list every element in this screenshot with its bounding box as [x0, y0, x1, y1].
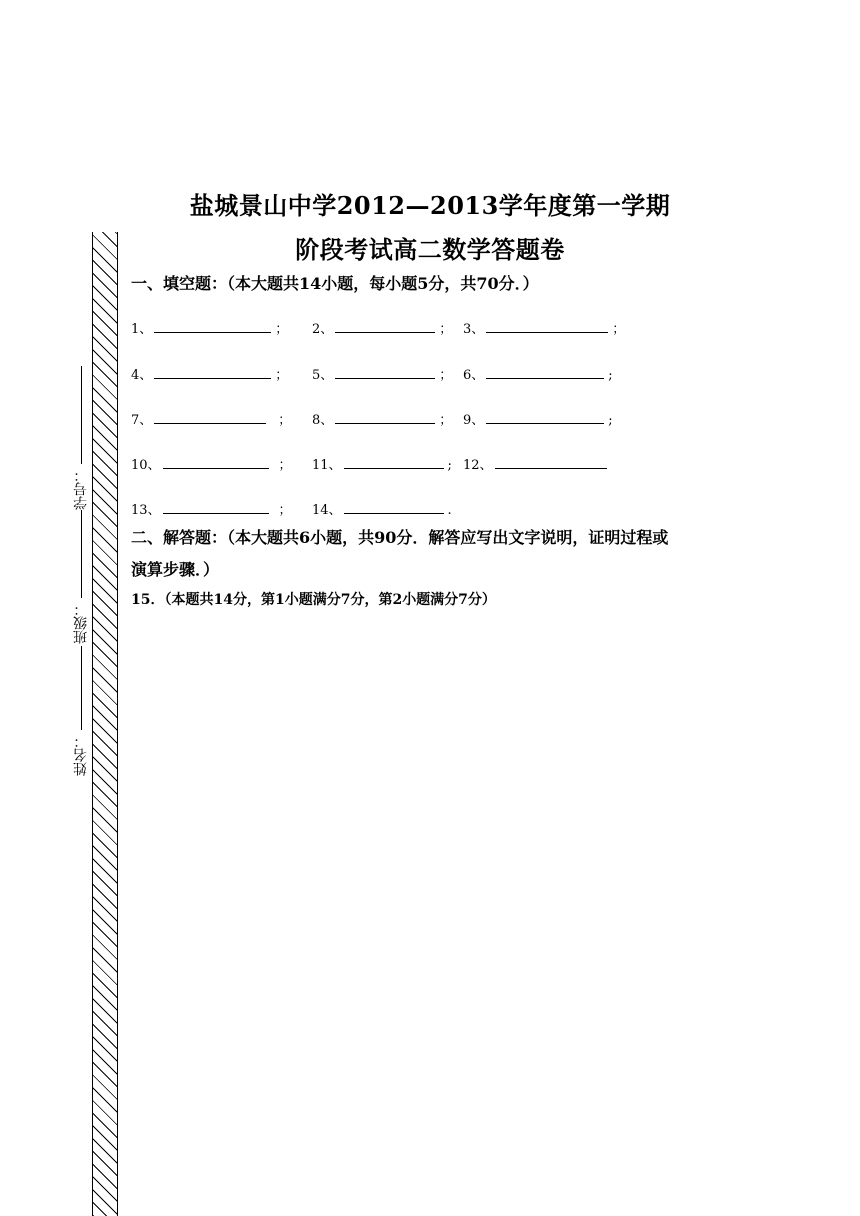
answer-item-3	[463, 318, 625, 337]
student-id-line[interactable]	[81, 366, 82, 464]
answer-blank-8[interactable]	[335, 411, 435, 424]
item-number: 10、	[131, 458, 161, 473]
item-number: 4、	[131, 368, 153, 383]
item-number: 7、	[131, 413, 153, 428]
item-number: 6、	[463, 368, 485, 383]
item-number: 2、	[312, 322, 334, 337]
answer-blank-4[interactable]	[154, 366, 271, 379]
item-end: ;	[608, 368, 613, 383]
answer-item-7	[131, 409, 291, 428]
answer-blank-7[interactable]	[154, 411, 266, 424]
answer-item-12	[463, 454, 611, 473]
item-number: 3、	[463, 322, 485, 337]
answer-blank-2[interactable]	[335, 320, 435, 333]
item-number: 9、	[463, 413, 485, 428]
item-end: ;	[608, 413, 613, 428]
student-id-label: 学号：	[73, 468, 89, 510]
item-end: ；	[439, 322, 453, 337]
answer-blank-11[interactable]	[344, 456, 444, 469]
answer-item-13	[131, 499, 292, 518]
item-number: 1、	[131, 322, 153, 337]
item-number: 14、	[312, 503, 342, 518]
class-field	[72, 510, 90, 644]
item-end: ；	[275, 368, 289, 383]
item-end: ；	[278, 413, 292, 428]
answer-blank-5[interactable]	[335, 366, 435, 379]
answer-item-9	[463, 409, 613, 428]
answer-item-11	[312, 454, 452, 473]
answer-blank-14[interactable]	[344, 501, 444, 514]
item-number: 5、	[312, 368, 334, 383]
answer-blank-13[interactable]	[163, 501, 269, 514]
answer-item-8	[312, 409, 452, 428]
item-number: 13、	[131, 503, 161, 518]
answer-blank-9[interactable]	[486, 411, 604, 424]
item-number: 11、	[312, 458, 342, 473]
exam-title-line2: 阶段考试高二数学答题卷	[295, 235, 565, 264]
item-end: ；	[439, 413, 453, 428]
item-end: ；	[278, 458, 292, 473]
item-end: ；	[275, 322, 289, 337]
item-end: .	[447, 503, 452, 518]
item-end: ；	[612, 322, 626, 337]
answer-item-14	[312, 499, 452, 518]
answer-blank-10[interactable]	[163, 456, 269, 469]
name-line[interactable]	[81, 646, 82, 730]
class-label: 班级：	[73, 602, 89, 644]
name-field	[72, 646, 90, 776]
answer-item-6	[463, 364, 613, 383]
item-number: 12、	[463, 458, 493, 473]
binding-margin-hatch	[92, 232, 118, 1216]
student-id-field	[72, 366, 90, 510]
item-end: ;	[447, 458, 452, 473]
answer-blank-6[interactable]	[486, 366, 604, 379]
class-line[interactable]	[81, 510, 82, 598]
section2-heading-line1: 二、解答题：（本大题共6小题，共90分．解答应写出文字说明，证明过程或	[131, 528, 669, 547]
answer-blank-1[interactable]	[154, 320, 271, 333]
answer-item-1	[131, 318, 288, 337]
answer-item-10	[131, 454, 292, 473]
item-number: 8、	[312, 413, 334, 428]
answer-blank-12[interactable]	[495, 456, 607, 469]
name-label: 姓名：	[73, 734, 89, 776]
question-15: 15．（本题共14分，第1小题满分7分，第2小题满分7分）	[131, 592, 496, 608]
exam-title-line1: 盐城景山中学2012—2013学年度第一学期	[189, 191, 671, 220]
answer-item-5	[312, 364, 452, 383]
section1-heading: 一、填空题：（本大题共14小题，每小题5分，共70分．）	[131, 274, 539, 293]
answer-blank-3[interactable]	[486, 320, 608, 333]
section2-heading-line2: 演算步骤．）	[131, 560, 220, 579]
item-end: ；	[278, 503, 292, 518]
item-end: ；	[439, 368, 453, 383]
answer-item-4	[131, 364, 288, 383]
answer-item-2	[312, 318, 452, 337]
